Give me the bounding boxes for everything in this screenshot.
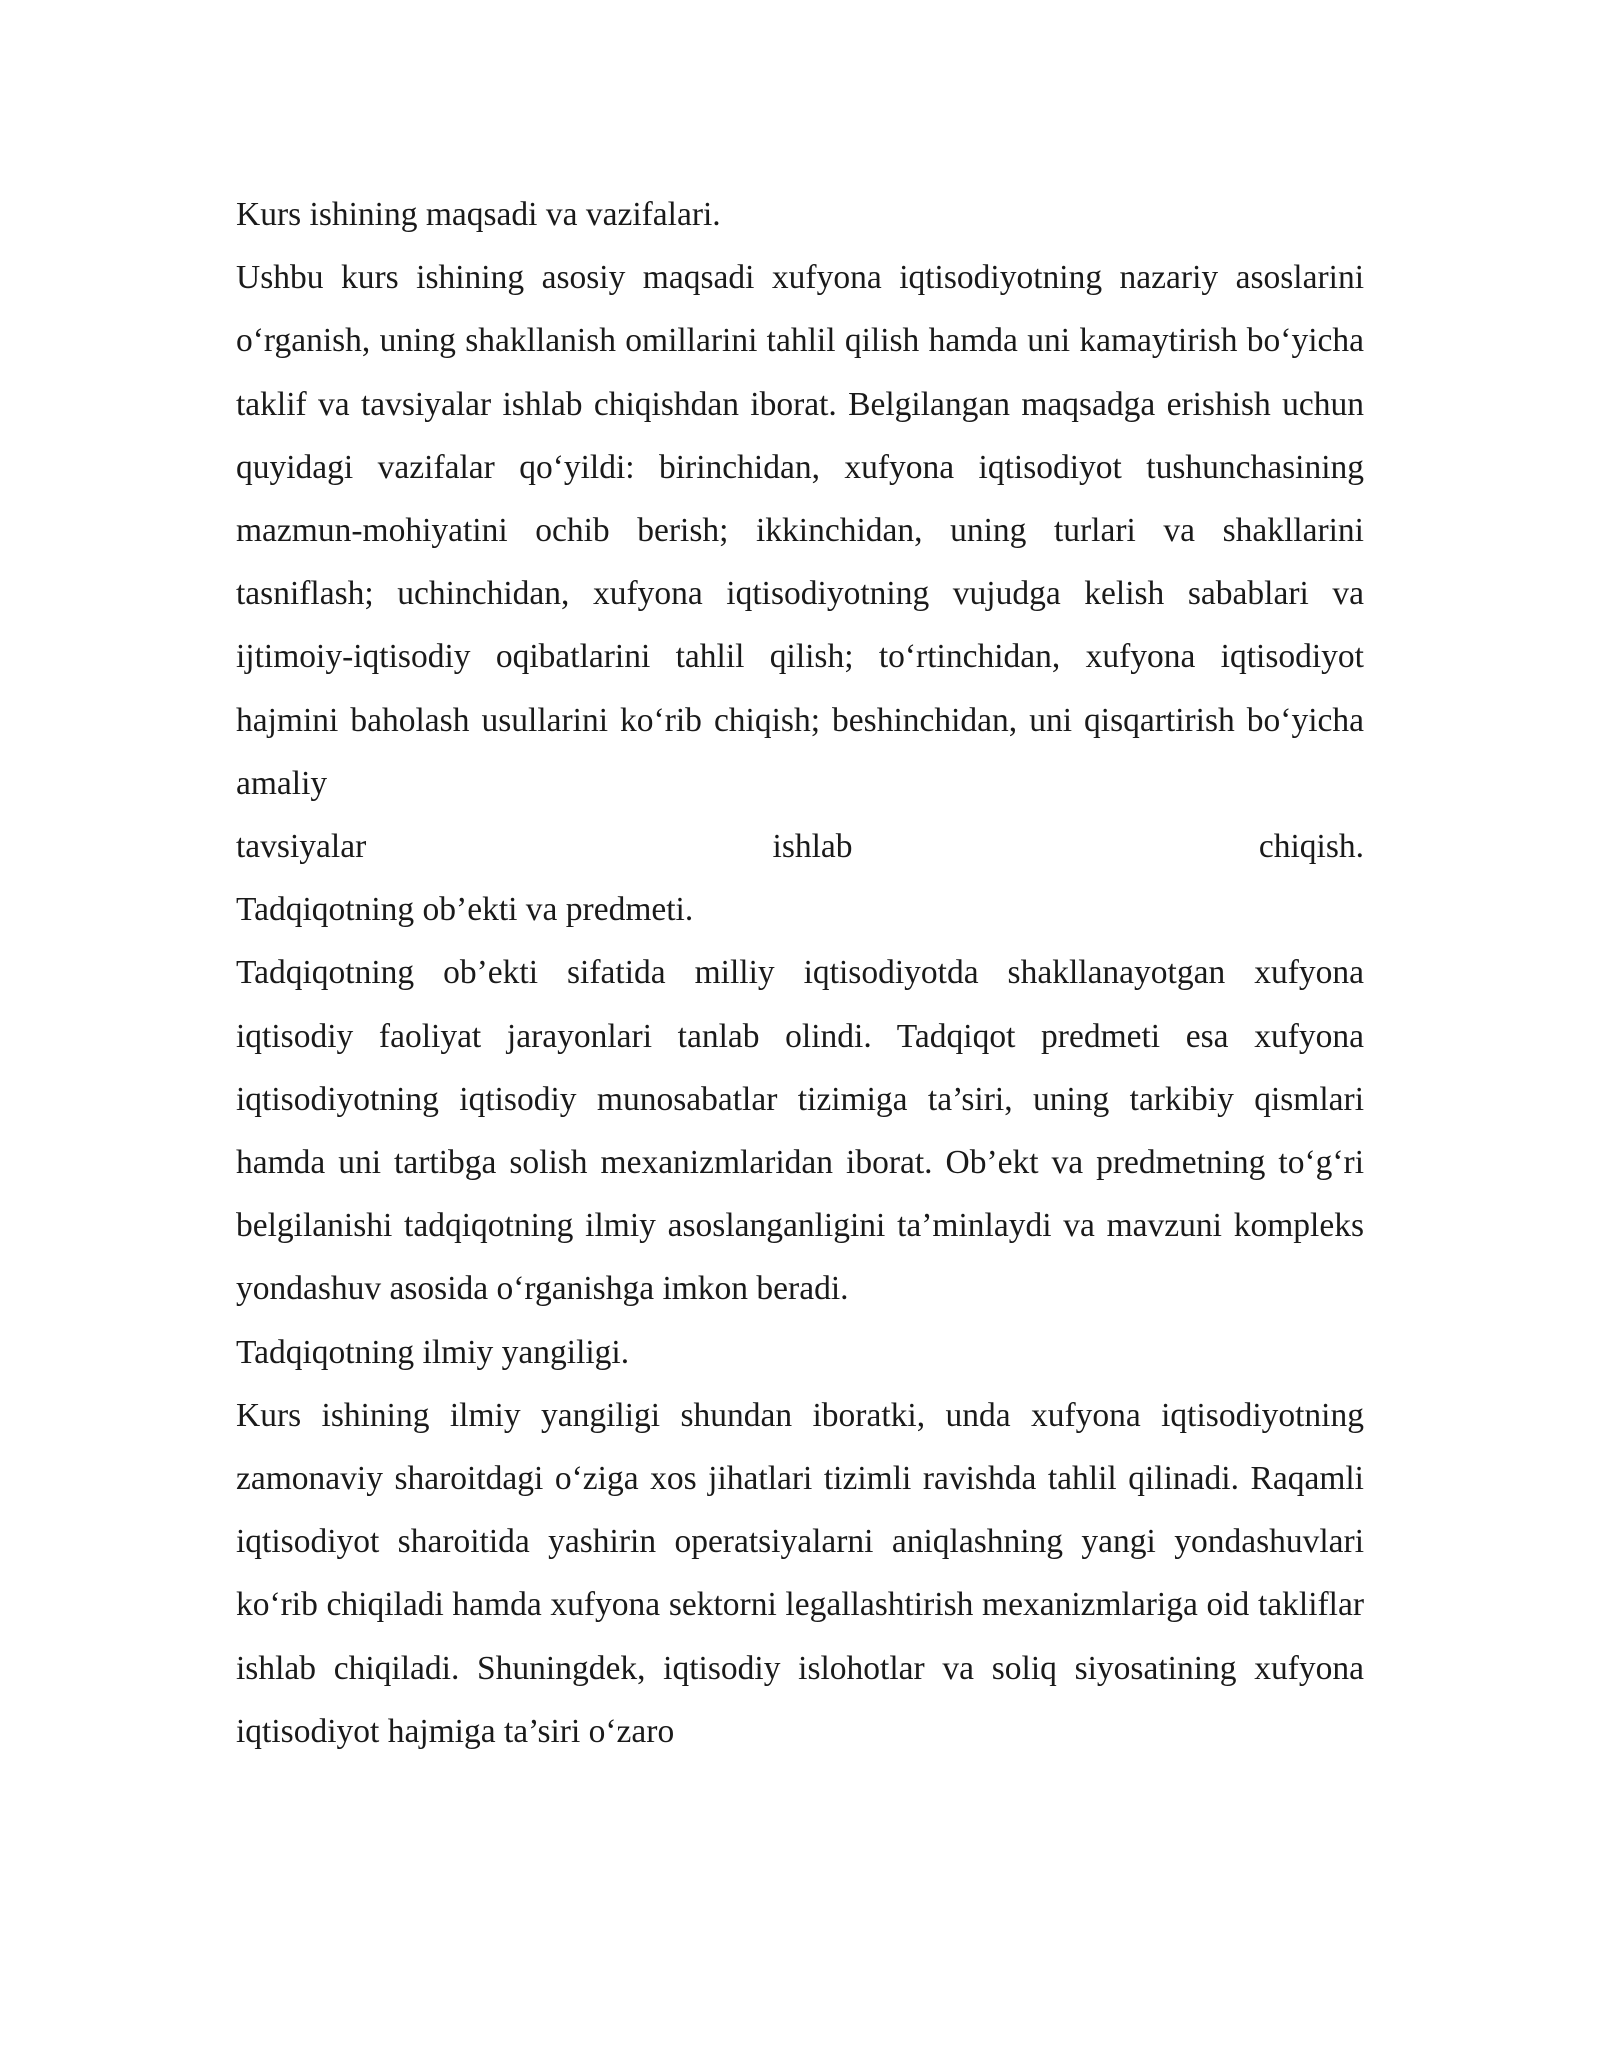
- document-body: [236, 183, 1364, 1763]
- section-paragraph-novelty: Kurs ishining ilmiy yangiligi shundan iboratki, unda xufyona iqtisodiyotning zamonaviy sharoitdagi o‘ziga xos jihatlari tizimli ravishda tahlil qilinadi. Raqamli iqtisodiyot sharoitida yashirin operatsiyalarni aniqlashning yangi yondashuvlari ko‘rib chiqiladi hamda xufyona sektorni legallashtirish mexanizmlariga oid takliflar ishlab chiqiladi. Shuningdek, iqtisodiy islohotlar va soliq siyosatining xufyona iqtisodiyot hajmiga ta’siri o‘zaro: [236, 1396, 1364, 1750]
- section-heading-object: Tadqiqotning ob’ekti va predmeti.: [236, 891, 694, 929]
- section-paragraph-goals-text: Ushbu kurs ishining asosiy maqsadi xufyona iqtisodiyotning nazariy asoslarini o‘rganish, uning shakllanish omillarini tahlil qilish hamda uni kamaytirish bo‘yicha taklif va tavsiyalar ishlab chiqishdan iborat. Belgilangan maqsadga erishish uchun quyidagi vazifalar qo‘yildi: birinchidan, xufyona iqtisodiyot tushunchasining mazmun-mohiyatini ochib berish; ikkinchidan, uning turlari va shakllarini tasniflash; uchinchidan, xufyona iqtisodiyotning vujudga kelish sabablari va ijtimoiy-iqtisodiy oqibatlarini tahlil qilish; to‘rtinchidan, xufyona iqtisodiyot hajmini baholash usullarini ko‘rib chiqish; beshinchidan, uni qisqartirish bo‘yicha amaliy: [236, 259, 1364, 802]
- section-paragraph-goals: [236, 246, 1364, 878]
- section-heading-goals: Kurs ishining maqsadi va vazifalari.: [236, 196, 721, 233]
- section-heading-novelty: Tadqiqotning ilmiy yangiligi.: [236, 1333, 630, 1371]
- section-paragraph-goals-last-line: tavsiyalar ishlab chiqish.: [236, 828, 1364, 866]
- section-paragraph-object: Tadqiqotning ob’ekti sifatida milliy iqtisodiyotda shakllanayotgan xufyona iqtisodiy faoliyat jarayonlari tanlab olindi. Tadqiqot predmeti esa xufyona iqtisodiyotning iqtisodiy munosabatlar tizimiga ta’siri, uning tarkibiy qismlari hamda uni tartibga solish mexanizmlaridan iborat. Ob’ekt va predmetning to‘g‘ri belgilanishi tadqiqotning ilmiy asoslanganligini ta’minlaydi va mavzuni kompleks yondashuv asosida o‘rganishga imkon beradi.: [236, 954, 1364, 1308]
